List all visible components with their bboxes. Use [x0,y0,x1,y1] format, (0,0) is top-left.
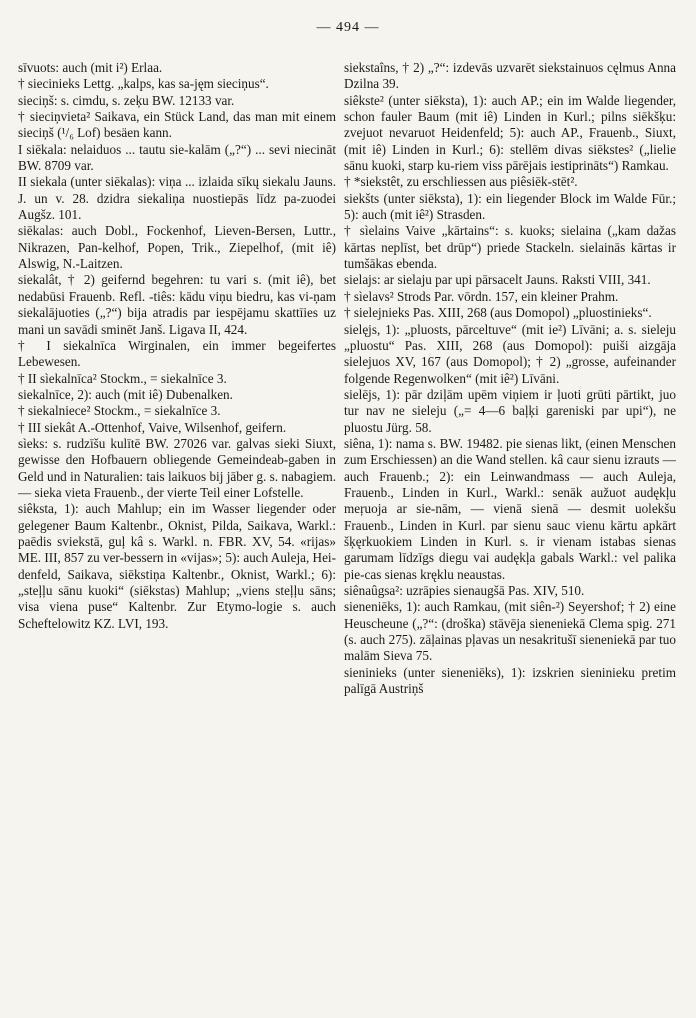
dictionary-entry: † II sìekalnīca² Stockm., = siekalnīce 3. [18,370,227,386]
dictionary-entry: † sielejnieks Pas. XIII, 268 (aus Domopol) „pluostinieks“. [344,305,652,321]
dictionary-entry: siêna, 1): nama s. BW. 19482. pie sienas likt, (einen Menschen zum Erschiessen) an die Wand stellen. kâ caur sienu izrauts — auch Frauenb.; 2): ein Leinwandmass — auch Auleja, Frauenb., Linden in Kurl., Warkl.: senāk aužuot audękļu meŗuoja ar sie-nām, — vienā sienā — desmit uolekšu Frauenb., Linden in Kurl. par sienu sauc vienu kārtu apkārt šķęrkuokiem Linden in Kurl. s. ir vienam istabas sienas garumam līdzīgs diegu vai audękļa gabals Warkl.: vel palika pie-cas sienas kręklu neaustas. [344,435,676,582]
dictionary-entry: sīvuots: auch (mit i²) Erlaa. [18,60,163,75]
dictionary-entry: † siecinieks Lettg. „kalps, kas sa-jęm sieciņus“. [18,76,269,92]
page-number: — 494 — [316,20,380,35]
dictionary-entry: sielajs: ar sielaju par upi pārsacelt Jauns. Raksti VIII, 341. [344,272,651,288]
dictionary-entry: siēkalas: auch Dobl., Fockenhof, Lieven-Bersen, Luttr., Nikrazen, Pan-kelhof, Popen, Trik., Ziepelhof, (mit iê) Alswig, N.-Laitzen. [18,223,336,272]
dictionary-entry: siekšts (unter siēksta), 1): ein liegender Block im Walde Fūr.; 5): auch (mit iê²) Strasden. [344,190,676,223]
dictionary-entry: sielējs, 1): pār dziļām upēm viņiem ir ļuoti grūti pārtikt, juo tur nav ne sieleju („= 4—6 baļķi gareniski par upi“), ne pluostu Jürg. 58. [344,386,676,435]
left-column [18,60,336,632]
dictionary-entry: siêksta, 1): auch Mahlup; ein im Wasser liegender oder gelegener Baum Kaltenbr., Oknist, Pilda, Saikava, Warkl.: paēdis sviekstā, guļ kâ s. Warkl. n. FBR. XV, 54. «rijas» ME. III, 857 zu ver-bessern in «vijas»; 5): auch Auleja, Hei-denfeld, Saikava, siēkstiņa Kaltenbr., Oknist, Warkl.; 6): „steļļu sānu kuoki“ (siēkstas) Mahlup; „viens steļļu sāns; visa viena puse“ Kaltenbr. Zur Etymo-logie s. auch Scheftelowitz KZ. LVI, 193. [18,501,336,631]
dictionary-entry: siêkste² (unter siēksta), 1): auch AP.; ein im Walde liegender, schon fauler Baum (mit iê) Linden in Kurl.; pilns siēkšķu: zvejuot nevaruot Heidenfeld; 5): auch AP., Frauenb., Siuxt, (mit iê) Linden in Kurl.; 6): stellēm divas siēkstes² („lielie sānu kuoki, starp ku-riem viss pārējais iestiprināts“) Ramkau. [344,92,676,174]
right-column [344,60,676,697]
dictionary-entry: sieciņš: s. cimdu, s. zeķu BW. 12133 var. [18,92,235,108]
dictionary-entry: sielęjs, 1): „pluosts, pārceltuve“ (mit ie²) Līvāni; a. s. sieleju „pluostu“ Pas. XIII, 268 (aus Domopol): puiši aizgāja sielejuos XV, 167 (aus Domopol); † 2) „grosse, aufeinander folgende Regenwolken“ (mit iê²) Līvāni. [344,321,676,386]
dictionary-entry: siekstaîns, † 2) „?“: izdevās uzvarēt siekstainuos cęlmus Anna Dzilna 39. [344,60,676,92]
dictionary-entry: † siekalniece² Stockm., = siekalnīce 3. [18,403,221,419]
dictionary-entry: siekalnīce, 2): auch (mit iê) Dubenalken. [18,386,233,402]
dictionary-entry: siekalât, † 2) geifernd begehren: tu vari s. (mit iê), bet nedabūsi Frauenb. Refl. -tiês: kādu viņu biedru, kas vi-ņam siekalājuoties („?“) bija atradis par iespējamu skattīies uz mani un savādi sminēt Janš. Ligava II, 424. [18,272,336,337]
dictionary-entry: siênaûgsa²: uzrāpies sienaugšā Pas. XIV, 510. [344,583,585,598]
dictionary-entry: † *siekstêt, zu erschliessen aus piêsiēk-stēt². [344,174,578,190]
dictionary-entry: † sieciņvieta² Saikava, ein Stück Land, das man mit einem sieciņš (¹/₆ Lof) besäen kann. [18,109,336,141]
dictionary-entry: sìeks: s. rudzīšu kulītē BW. 27026 var. galvas sieki Siuxt, gewisse den Hofbauern obliegende Gemeindeab-gaben in Geld und in Naturalien: tais laikuos bij jāber g. s. nabagiem. — sieka vieta Frauenb., der vierte Teil einer Lofstelle. [18,435,336,500]
dictionary-entry: † III siekât A.-Ottenhof, Vaive, Wilsenhof, geifern. [18,419,287,435]
dictionary-entry: II siekala (unter siēkalas): viņa ... izlaida sīkų siekalu Jauns. J. un v. 28. dzidra siekaliņa nuostiepās līdz pa-zuodei Augšz. 101. [18,174,336,223]
dictionary-entry: I siēkala: nelaiduos ... tautu sie-kalām („?“) ... sevi niecināt BW. 8709 var. [18,141,336,174]
dictionary-entry: † sìelains Vaive „kārtains“: s. kuoks; sielaina („kam dažas kārtas neplīst, bet drūp“) priede Stackeln. sielainās kārtas ir tumšākas ebenda. [344,223,676,272]
dictionary-entry: sieneniēks, 1): auch Ramkau, (mit siên-²) Seyershof; † 2) eine Heuscheune („?“: (droška) stāvēja sieneniekā Clema spig. 271 (s. auch 275). zāļainas pļavas un nesakritušī sieneniekā par tuo malām Sieva 75. [344,599,676,664]
dictionary-entry: † I siekalnīca Wirginalen, ein immer begeifertes Lebewesen. [18,337,336,370]
dictionary-entry: † sìelavs² Strods Par. vōrdn. 157, ein kleiner Prahm. [344,288,619,304]
dictionary-entry: sieninieks (unter sieneniēks), 1): izskrien sieninieku pretim palīgā Austriņš [344,664,676,697]
